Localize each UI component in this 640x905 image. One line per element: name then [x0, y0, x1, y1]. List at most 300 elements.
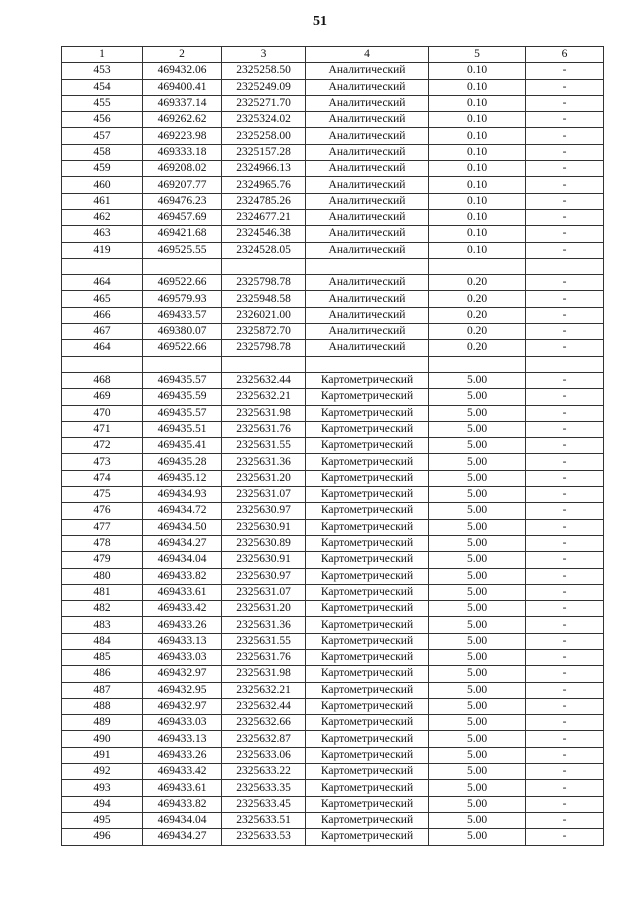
table-cell: Картометрический	[306, 454, 429, 470]
table-cell: 5.00	[429, 584, 526, 600]
table-cell: -	[526, 112, 604, 128]
table-cell: Аналитический	[306, 112, 429, 128]
table-cell: 465	[62, 291, 143, 307]
table-body	[62, 63, 604, 845]
table-cell: Картометрический	[306, 649, 429, 665]
table-cell: 5.00	[429, 747, 526, 763]
table-cell: 5.00	[429, 552, 526, 568]
table-cell: 469579.93	[143, 291, 222, 307]
table-cell: 469434.04	[143, 812, 222, 828]
table-cell: -	[526, 324, 604, 340]
table-row	[62, 161, 604, 177]
table-cell: 453	[62, 63, 143, 79]
table-cell: 0.10	[429, 177, 526, 193]
table-cell: 493	[62, 780, 143, 796]
table-cell: 469522.66	[143, 275, 222, 291]
table-cell: 469522.66	[143, 340, 222, 356]
table-cell: 2325633.06	[222, 747, 306, 763]
table-cell: Картометрический	[306, 796, 429, 812]
table-cell: 469433.42	[143, 764, 222, 780]
table-cell: 478	[62, 535, 143, 551]
table-cell: Картометрический	[306, 829, 429, 845]
table-cell: 455	[62, 95, 143, 111]
table-cell: 457	[62, 128, 143, 144]
table-cell: 5.00	[429, 666, 526, 682]
table-cell: 5.00	[429, 601, 526, 617]
table-cell: 5.00	[429, 698, 526, 714]
table-cell: Аналитический	[306, 144, 429, 160]
table-cell: 469435.12	[143, 470, 222, 486]
table-cell	[526, 356, 604, 372]
table-cell: 0.20	[429, 275, 526, 291]
table-row	[62, 324, 604, 340]
table-row	[62, 829, 604, 845]
table-cell: 469433.42	[143, 601, 222, 617]
table-cell: -	[526, 454, 604, 470]
table-cell: 494	[62, 796, 143, 812]
table-cell: 474	[62, 470, 143, 486]
table-cell: 5.00	[429, 503, 526, 519]
table-cell: 475	[62, 487, 143, 503]
table-cell: -	[526, 812, 604, 828]
table-cell: 2325633.35	[222, 780, 306, 796]
table-cell: 459	[62, 161, 143, 177]
table-cell: 2325631.36	[222, 454, 306, 470]
table-cell: 469262.62	[143, 112, 222, 128]
table-cell: -	[526, 405, 604, 421]
table-cell: 2325631.36	[222, 617, 306, 633]
table-cell: -	[526, 487, 604, 503]
table-row	[62, 209, 604, 225]
table-cell: 468	[62, 372, 143, 388]
table-cell: 492	[62, 764, 143, 780]
table-cell: 469208.02	[143, 161, 222, 177]
table-cell: 482	[62, 601, 143, 617]
table-cell: Картометрический	[306, 633, 429, 649]
table-cell: 480	[62, 568, 143, 584]
table-cell: -	[526, 79, 604, 95]
table-cell: -	[526, 470, 604, 486]
table-cell: -	[526, 780, 604, 796]
table-cell: 2324528.05	[222, 242, 306, 258]
table-cell: Аналитический	[306, 193, 429, 209]
table-row	[62, 715, 604, 731]
table-cell: 486	[62, 666, 143, 682]
table-row	[62, 470, 604, 486]
table-row	[62, 617, 604, 633]
table-cell: 2326021.00	[222, 307, 306, 323]
table-cell: 469433.03	[143, 649, 222, 665]
table-cell: -	[526, 649, 604, 665]
table-cell: 479	[62, 552, 143, 568]
table-cell: 469434.50	[143, 519, 222, 535]
table-cell: 2325324.02	[222, 112, 306, 128]
table-cell: Картометрический	[306, 438, 429, 454]
table-cell: Картометрический	[306, 780, 429, 796]
table-cell: Аналитический	[306, 275, 429, 291]
table-cell: 2325631.76	[222, 649, 306, 665]
table-cell: -	[526, 552, 604, 568]
table-cell: 0.10	[429, 128, 526, 144]
table-cell: Картометрический	[306, 535, 429, 551]
table-cell: 2324785.26	[222, 193, 306, 209]
table-cell: 456	[62, 112, 143, 128]
table-cell: 2325632.44	[222, 372, 306, 388]
table-cell: 5.00	[429, 438, 526, 454]
table-cell: 469434.93	[143, 487, 222, 503]
table-cell	[222, 356, 306, 372]
table-cell: 5.00	[429, 617, 526, 633]
table-cell: 0.10	[429, 112, 526, 128]
table-cell: -	[526, 438, 604, 454]
column-header: 1	[62, 47, 143, 63]
table-cell: 469432.97	[143, 666, 222, 682]
table-row	[62, 666, 604, 682]
table-row	[62, 356, 604, 372]
table-cell: Картометрический	[306, 405, 429, 421]
table-row	[62, 291, 604, 307]
table-cell: 5.00	[429, 633, 526, 649]
table-cell: 2325631.07	[222, 584, 306, 600]
table-cell: 460	[62, 177, 143, 193]
table-row	[62, 307, 604, 323]
table-row	[62, 193, 604, 209]
table-cell: 463	[62, 226, 143, 242]
table-row	[62, 144, 604, 160]
table-cell: 2325631.20	[222, 470, 306, 486]
table-cell: 5.00	[429, 649, 526, 665]
table-row	[62, 682, 604, 698]
table-cell: -	[526, 63, 604, 79]
column-header: 5	[429, 47, 526, 63]
column-header: 4	[306, 47, 429, 63]
table-cell: 5.00	[429, 389, 526, 405]
table-cell: -	[526, 307, 604, 323]
table-cell: 469223.98	[143, 128, 222, 144]
table-cell: 467	[62, 324, 143, 340]
table-cell: Картометрический	[306, 666, 429, 682]
table-cell: 458	[62, 144, 143, 160]
table-cell: 469435.57	[143, 405, 222, 421]
table-row	[62, 764, 604, 780]
table-cell: -	[526, 340, 604, 356]
table-cell: 469434.04	[143, 552, 222, 568]
table-cell: Аналитический	[306, 291, 429, 307]
table-cell: 2325258.50	[222, 63, 306, 79]
table-cell: 5.00	[429, 487, 526, 503]
table-cell: 2325633.51	[222, 812, 306, 828]
table-cell: 477	[62, 519, 143, 535]
table-cell	[306, 356, 429, 372]
table-cell: Аналитический	[306, 177, 429, 193]
table-cell: Картометрический	[306, 601, 429, 617]
table-cell: 469434.27	[143, 829, 222, 845]
table-cell: Картометрический	[306, 584, 429, 600]
table-cell: 469433.03	[143, 715, 222, 731]
table-cell: 2325633.45	[222, 796, 306, 812]
table-cell: 488	[62, 698, 143, 714]
table-row	[62, 584, 604, 600]
table-cell: -	[526, 503, 604, 519]
table-cell: -	[526, 731, 604, 747]
table-cell: 0.20	[429, 324, 526, 340]
table-cell: 2325633.22	[222, 764, 306, 780]
table-cell: -	[526, 193, 604, 209]
table-row	[62, 128, 604, 144]
table-cell: 5.00	[429, 812, 526, 828]
table-cell: 2325630.91	[222, 519, 306, 535]
table-cell: 464	[62, 275, 143, 291]
table-cell: 469432.95	[143, 682, 222, 698]
table-cell	[429, 258, 526, 274]
table-cell: Картометрический	[306, 812, 429, 828]
table-cell: 5.00	[429, 715, 526, 731]
table-cell	[429, 356, 526, 372]
table-cell: Аналитический	[306, 128, 429, 144]
table-cell: 2325258.00	[222, 128, 306, 144]
table-cell: -	[526, 275, 604, 291]
table-cell: 2324966.13	[222, 161, 306, 177]
table-cell: 5.00	[429, 731, 526, 747]
table-cell: -	[526, 666, 604, 682]
table-cell: -	[526, 764, 604, 780]
table-cell: -	[526, 209, 604, 225]
table-cell: Аналитический	[306, 340, 429, 356]
table-cell: 469433.57	[143, 307, 222, 323]
table-cell: -	[526, 144, 604, 160]
column-header: 2	[143, 47, 222, 63]
table-cell: -	[526, 601, 604, 617]
table-cell: -	[526, 633, 604, 649]
table-row	[62, 79, 604, 95]
table-cell: 2325948.58	[222, 291, 306, 307]
table-cell: 2325632.21	[222, 682, 306, 698]
table-cell: 5.00	[429, 780, 526, 796]
table-row	[62, 747, 604, 763]
table-row	[62, 454, 604, 470]
table-cell: Картометрический	[306, 552, 429, 568]
table-cell: -	[526, 421, 604, 437]
table-row	[62, 780, 604, 796]
table-cell: 2325631.20	[222, 601, 306, 617]
table-cell: 469207.77	[143, 177, 222, 193]
table-cell: 5.00	[429, 405, 526, 421]
table-cell: Картометрический	[306, 568, 429, 584]
table-cell: 469435.59	[143, 389, 222, 405]
table-cell: 2325633.53	[222, 829, 306, 845]
table-cell: 469435.41	[143, 438, 222, 454]
table-cell: Аналитический	[306, 63, 429, 79]
table-cell: 471	[62, 421, 143, 437]
table-cell: 0.10	[429, 226, 526, 242]
table-row	[62, 649, 604, 665]
page-number: 51	[313, 14, 327, 29]
table-cell: -	[526, 747, 604, 763]
table-cell: -	[526, 177, 604, 193]
table-cell: Картометрический	[306, 389, 429, 405]
table-row	[62, 438, 604, 454]
table-cell: 2325632.44	[222, 698, 306, 714]
table-cell: Картометрический	[306, 715, 429, 731]
table-cell: Картометрический	[306, 617, 429, 633]
table-cell: Аналитический	[306, 209, 429, 225]
table-cell: 5.00	[429, 470, 526, 486]
table-cell: 2325631.98	[222, 666, 306, 682]
table-cell: Картометрический	[306, 421, 429, 437]
table-cell: 2325631.98	[222, 405, 306, 421]
table-cell: 462	[62, 209, 143, 225]
table-cell: 0.10	[429, 209, 526, 225]
table-cell: 469435.51	[143, 421, 222, 437]
table-cell: 2325271.70	[222, 95, 306, 111]
table-cell: 2325631.55	[222, 438, 306, 454]
table-cell: 5.00	[429, 829, 526, 845]
table-cell: -	[526, 519, 604, 535]
table-cell: Картометрический	[306, 747, 429, 763]
table-cell: 0.10	[429, 95, 526, 111]
column-header: 6	[526, 47, 604, 63]
table-cell: 2325632.87	[222, 731, 306, 747]
table-cell: 2325632.66	[222, 715, 306, 731]
table-cell: 496	[62, 829, 143, 845]
table-cell: 2325798.78	[222, 340, 306, 356]
table-cell: 5.00	[429, 421, 526, 437]
header-row	[62, 47, 604, 63]
table-cell: Картометрический	[306, 503, 429, 519]
table-cell: 469476.23	[143, 193, 222, 209]
table-row	[62, 519, 604, 535]
table-cell: 2325630.91	[222, 552, 306, 568]
table-cell: -	[526, 389, 604, 405]
table-cell: 5.00	[429, 796, 526, 812]
table-row	[62, 112, 604, 128]
table-cell: -	[526, 617, 604, 633]
table-cell: -	[526, 682, 604, 698]
table-cell: 0.10	[429, 63, 526, 79]
table-cell: -	[526, 372, 604, 388]
table-cell: Аналитический	[306, 95, 429, 111]
table-cell: 487	[62, 682, 143, 698]
table-header	[62, 47, 604, 63]
table-cell: -	[526, 829, 604, 845]
table-cell: 0.20	[429, 340, 526, 356]
table-cell: 2325630.97	[222, 503, 306, 519]
table-row	[62, 731, 604, 747]
table-cell: 469525.55	[143, 242, 222, 258]
table-cell: Картометрический	[306, 764, 429, 780]
table-cell: 469433.61	[143, 780, 222, 796]
table-cell: 469333.18	[143, 144, 222, 160]
table-cell: 454	[62, 79, 143, 95]
table-cell: -	[526, 535, 604, 551]
table-cell: 469433.61	[143, 584, 222, 600]
table-row	[62, 258, 604, 274]
table-cell: 469457.69	[143, 209, 222, 225]
table-cell: Аналитический	[306, 79, 429, 95]
table-cell: 2325630.97	[222, 568, 306, 584]
table-cell: 476	[62, 503, 143, 519]
table-cell: Аналитический	[306, 161, 429, 177]
table-cell: 0.20	[429, 291, 526, 307]
table-cell: 485	[62, 649, 143, 665]
table-cell: 490	[62, 731, 143, 747]
table-cell: Картометрический	[306, 487, 429, 503]
table-cell: 469	[62, 389, 143, 405]
table-cell: 2325631.07	[222, 487, 306, 503]
table-row	[62, 487, 604, 503]
table-cell: 483	[62, 617, 143, 633]
table-cell: 469434.72	[143, 503, 222, 519]
table-cell: 5.00	[429, 764, 526, 780]
table-cell: 469432.06	[143, 63, 222, 79]
table-cell: 484	[62, 633, 143, 649]
table-row	[62, 633, 604, 649]
table-cell	[62, 356, 143, 372]
table-cell: Аналитический	[306, 226, 429, 242]
table-cell: -	[526, 161, 604, 177]
table-cell: 469337.14	[143, 95, 222, 111]
table-cell: 469435.28	[143, 454, 222, 470]
table-cell: 469433.13	[143, 633, 222, 649]
table-cell: 2325798.78	[222, 275, 306, 291]
table-cell: 472	[62, 438, 143, 454]
table-cell: 2324677.21	[222, 209, 306, 225]
table-cell: -	[526, 584, 604, 600]
table-cell: 419	[62, 242, 143, 258]
table-cell: 469434.27	[143, 535, 222, 551]
table-cell: 2325872.70	[222, 324, 306, 340]
table-row	[62, 275, 604, 291]
table-cell: 495	[62, 812, 143, 828]
table-cell: 469380.07	[143, 324, 222, 340]
table-cell: 470	[62, 405, 143, 421]
table-cell: 2324546.38	[222, 226, 306, 242]
table-cell	[526, 258, 604, 274]
table-row	[62, 535, 604, 551]
table-cell: 489	[62, 715, 143, 731]
table-cell: 0.10	[429, 193, 526, 209]
table-row	[62, 63, 604, 79]
table-cell: -	[526, 715, 604, 731]
table-cell: -	[526, 796, 604, 812]
table-cell: 469433.13	[143, 731, 222, 747]
table-cell: 469433.26	[143, 617, 222, 633]
table-cell: 469433.26	[143, 747, 222, 763]
table-cell: -	[526, 698, 604, 714]
table-cell: 2324965.76	[222, 177, 306, 193]
table-cell: 5.00	[429, 454, 526, 470]
table-cell: 0.10	[429, 161, 526, 177]
table-cell: 0.20	[429, 307, 526, 323]
table-row	[62, 421, 604, 437]
table-cell	[222, 258, 306, 274]
table-cell: 2325249.09	[222, 79, 306, 95]
table-row	[62, 389, 604, 405]
table-cell: 481	[62, 584, 143, 600]
table-cell: 0.10	[429, 144, 526, 160]
table-cell: 491	[62, 747, 143, 763]
table-row	[62, 552, 604, 568]
coordinates-table	[61, 46, 604, 846]
table-row	[62, 372, 604, 388]
table-cell: 2325631.76	[222, 421, 306, 437]
table-row	[62, 340, 604, 356]
table-cell: 5.00	[429, 535, 526, 551]
table-cell: -	[526, 291, 604, 307]
table-cell: 5.00	[429, 519, 526, 535]
table-row	[62, 242, 604, 258]
table-cell: -	[526, 242, 604, 258]
